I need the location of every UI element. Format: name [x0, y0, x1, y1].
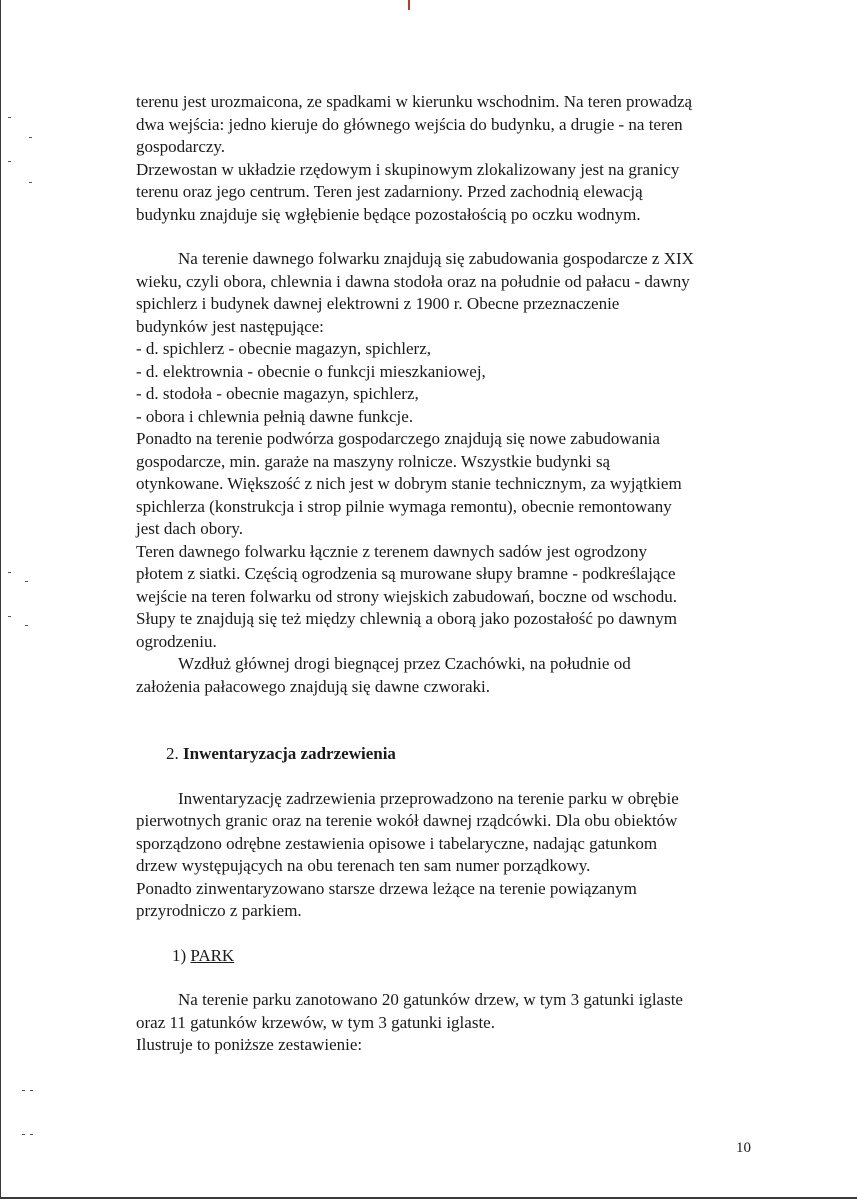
- paragraph-line: płotem z siatki. Częścią ogrodzenia są murowane słupy bramne - podkreślające: [136, 564, 676, 583]
- section-heading: [136, 743, 776, 766]
- paragraph-line: gospodarczy.: [136, 137, 226, 156]
- subsection-title: PARK: [190, 945, 235, 965]
- scan-mark: [22, 1090, 25, 1091]
- scan-mark: [29, 182, 32, 183]
- paragraph-line: Wzdłuż głównej drogi biegnącej przez Czachówki, na południe od: [178, 654, 631, 673]
- paragraph-line: Ponadto na terenie podwórza gospodarczego znajdują się nowe zabudowania: [136, 429, 660, 448]
- paragraph-line: wejście na teren folwarku od strony wiejskich zabudowań, boczne od wschodu.: [136, 586, 678, 606]
- paragraph-line: jest dach obory.: [136, 519, 244, 538]
- paragraph-line: Ponadto zinwentaryzowano starsze drzewa leżące na terenie powiązanym: [136, 878, 637, 898]
- paragraph-line: Na terenie dawnego folwarku znajdują się zabudowania gospodarcze z XIX: [178, 249, 694, 268]
- paragraph-line: otynkowane. Większość z nich jest w dobrym stanie technicznym, za wyjątkiem: [136, 474, 682, 493]
- scan-mark: [30, 1134, 33, 1135]
- paragraph-line: - d. stodoła - obecnie magazyn, spichlerz,: [136, 384, 419, 403]
- scan-mark: [8, 616, 11, 617]
- paragraph-line: spichlerz i budynek dawnej elektrowni z 1900 r. Obecne przeznaczenie: [136, 294, 620, 313]
- scan-mark: [25, 625, 28, 626]
- spacer: [136, 226, 776, 248]
- paragraph-line: terenu oraz jego centrum. Teren jest zadarniony. Przed zachodnią elewacją: [136, 182, 643, 201]
- paragraph-farm-buildings: [136, 248, 776, 698]
- spacer: [136, 698, 776, 743]
- paragraph-line: Teren dawnego folwarku łącznie z terenem dawnych sadów jest ogrodzony: [136, 541, 647, 561]
- paragraph-line: terenu jest urozmaicona, ze spadkami w kierunku wschodnim. Na teren prowadzą: [136, 92, 693, 111]
- paragraph-line: dwa wejścia: jedno kieruje do głównego wejścia do budynku, a drugie - na teren: [136, 114, 683, 134]
- paragraph-line: Inwentaryzację zadrzewienia przeprowadzono na terenie parku w obrębie: [178, 788, 679, 808]
- paragraph-line: drzew występujących na obu terenach ten sam numer porządkowy.: [136, 856, 591, 875]
- spacer: [136, 923, 776, 945]
- scan-mark: [8, 117, 11, 118]
- paragraph-line: budynku znajduje się wgłębienie będące pozostałością po oczku wodnym.: [136, 204, 641, 224]
- paragraph-line: przyrodniczo z parkiem.: [136, 901, 302, 920]
- scan-mark: [25, 581, 28, 582]
- section-number: 2.: [166, 744, 179, 763]
- paragraph-line: Ilustruje to poniższe zestawienie:: [136, 1035, 363, 1054]
- spacer: [136, 967, 776, 989]
- paragraph-line: spichlerza (konstrukcja i strop pilnie wymaga remontu), obecnie remontowany: [136, 496, 672, 516]
- paragraph-line: ogrodzeniu.: [136, 631, 217, 651]
- paragraph-line: Słupy te znajdują się też między chlewnią a oborą jako pozostałość po dawnym: [136, 609, 678, 628]
- paragraph-line: budynków jest następujące:: [136, 316, 324, 336]
- scan-mark: [8, 572, 11, 573]
- scan-mark: [30, 1090, 33, 1091]
- subsection-heading: [136, 945, 776, 968]
- paragraph-line: pierwotnych granic oraz na terenie wokół dawnej rządcówki. Dla obu obiektów: [136, 811, 678, 830]
- paragraph-line: - d. elektrownia - obecnie o funkcji mieszkaniowej,: [136, 361, 486, 381]
- spacer: [136, 766, 776, 788]
- scan-mark: [22, 1134, 25, 1135]
- paragraph-line: - obora i chlewnia pełnią dawne funkcje.: [136, 406, 414, 426]
- scan-mark: [8, 161, 11, 162]
- document-body: [136, 91, 776, 1057]
- paragraph-line: gospodarcze, min. garaże na maszyny rolnicze. Wszystkie budynki są: [136, 451, 611, 471]
- paragraph-line: wieku, czyli obora, chlewnia i dawna stodoła oraz na południe od pałacu - dawny: [136, 271, 690, 291]
- page-number: 10: [736, 1140, 751, 1156]
- paragraph-terrain: [136, 91, 776, 226]
- paragraph-line: Drzewostan w układzie rzędowym i skupinowym zlokalizowany jest na granicy: [136, 159, 680, 179]
- scan-mark-top: [408, 0, 410, 10]
- paragraph-line: sporządzono odrębne zestawienia opisowe i tabelaryczne, nadając gatunkom: [136, 833, 658, 853]
- scan-mark: [29, 137, 32, 138]
- section-title: Inwentaryzacja zadrzewienia: [183, 744, 396, 763]
- paragraph-inventory: [136, 788, 776, 923]
- paragraph-line: Na terenie parku zanotowano 20 gatunków drzew, w tym 3 gatunki iglaste: [178, 990, 683, 1009]
- paragraph-line: założenia pałacowego znajdują się dawne czworaki.: [136, 676, 490, 696]
- paragraph-park: [136, 989, 776, 1057]
- subsection-number: 1): [172, 945, 187, 965]
- paragraph-line: - d. spichlerz - obecnie magazyn, spichlerz,: [136, 339, 432, 358]
- paragraph-line: oraz 11 gatunków krzewów, w tym 3 gatunki iglaste.: [136, 1012, 495, 1032]
